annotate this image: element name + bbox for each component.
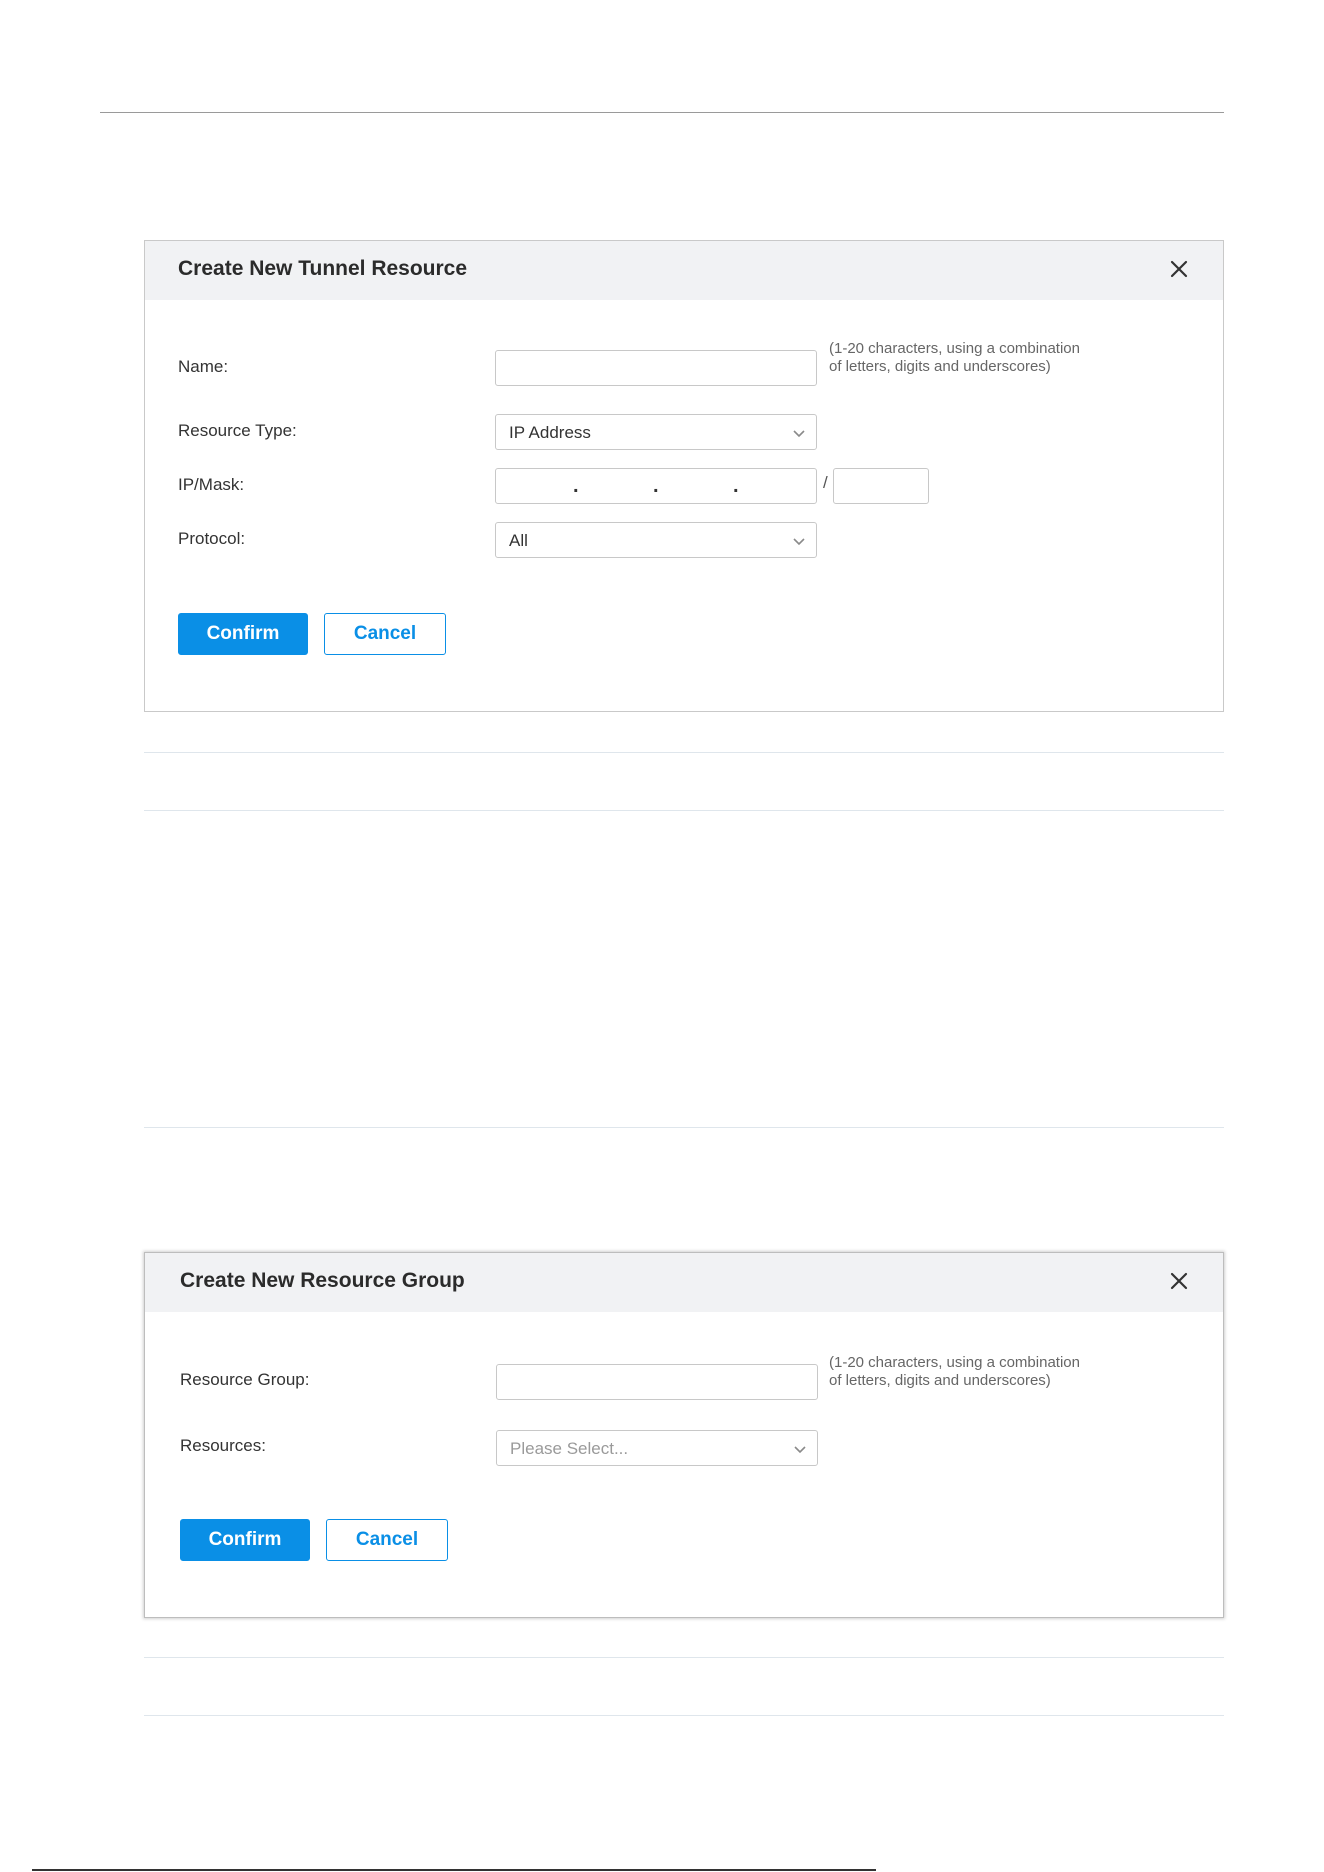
resources-row: [180, 1427, 1223, 1467]
resources-select[interactable]: [496, 1430, 818, 1466]
close-icon[interactable]: [1165, 1267, 1193, 1295]
divider: [144, 1657, 1224, 1658]
resource-group-label: Resource Group:: [180, 1370, 310, 1389]
bottom-rule: [32, 1869, 876, 1871]
resources-placeholder: Please Select...: [510, 1439, 629, 1458]
create-resource-group-dialog: [144, 1252, 1224, 1618]
ip-dot-separator: .: [733, 475, 739, 497]
ip-mask-row: [178, 466, 1223, 506]
resource-type-select[interactable]: [495, 414, 817, 450]
confirm-button[interactable]: Confirm: [178, 613, 308, 655]
ip-mask-label: IP/Mask:: [178, 475, 245, 494]
ip-dot-separator: .: [653, 475, 659, 497]
protocol-label: Protocol:: [178, 529, 246, 548]
dialog-title: Create New Resource Group: [180, 1269, 465, 1292]
divider: [144, 1715, 1224, 1716]
mask-separator: /: [823, 473, 828, 492]
top-divider: [100, 112, 1224, 113]
name-input[interactable]: [495, 350, 817, 386]
dialog-header: [145, 241, 1223, 300]
dialog-header: [145, 1253, 1223, 1312]
name-label: Name:: [178, 357, 229, 376]
resource-type-row: [178, 412, 1223, 452]
divider: [144, 752, 1224, 753]
cancel-button[interactable]: Cancel: [326, 1519, 448, 1561]
resource-type-value: IP Address: [509, 423, 591, 442]
protocol-value: All: [509, 531, 528, 550]
create-tunnel-resource-dialog: [144, 240, 1224, 712]
divider: [144, 1127, 1224, 1128]
resource-group-hint: (1-20 characters, using a combination of letters, digits and underscores): [829, 1354, 1080, 1389]
chevron-down-icon: [792, 426, 806, 440]
ip-dot-separator: .: [573, 475, 579, 497]
protocol-select[interactable]: [495, 522, 817, 558]
mask-input[interactable]: [833, 468, 929, 504]
divider: [144, 810, 1224, 811]
resource-type-label: Resource Type:: [178, 421, 297, 440]
resource-group-input[interactable]: [496, 1364, 818, 1400]
close-icon[interactable]: [1165, 255, 1193, 283]
cancel-button[interactable]: Cancel: [324, 613, 446, 655]
resources-label: Resources:: [180, 1436, 266, 1455]
confirm-button[interactable]: Confirm: [180, 1519, 310, 1561]
chevron-down-icon: [793, 1442, 807, 1456]
resource-group-row: [180, 1354, 1223, 1401]
protocol-row: [178, 520, 1223, 560]
chevron-down-icon: [792, 534, 806, 548]
name-row: [178, 340, 1223, 388]
name-hint: (1-20 characters, using a combination of letters, digits and underscores): [829, 340, 1080, 375]
dialog-title: Create New Tunnel Resource: [178, 257, 468, 280]
ip-address-input[interactable]: [495, 468, 817, 504]
